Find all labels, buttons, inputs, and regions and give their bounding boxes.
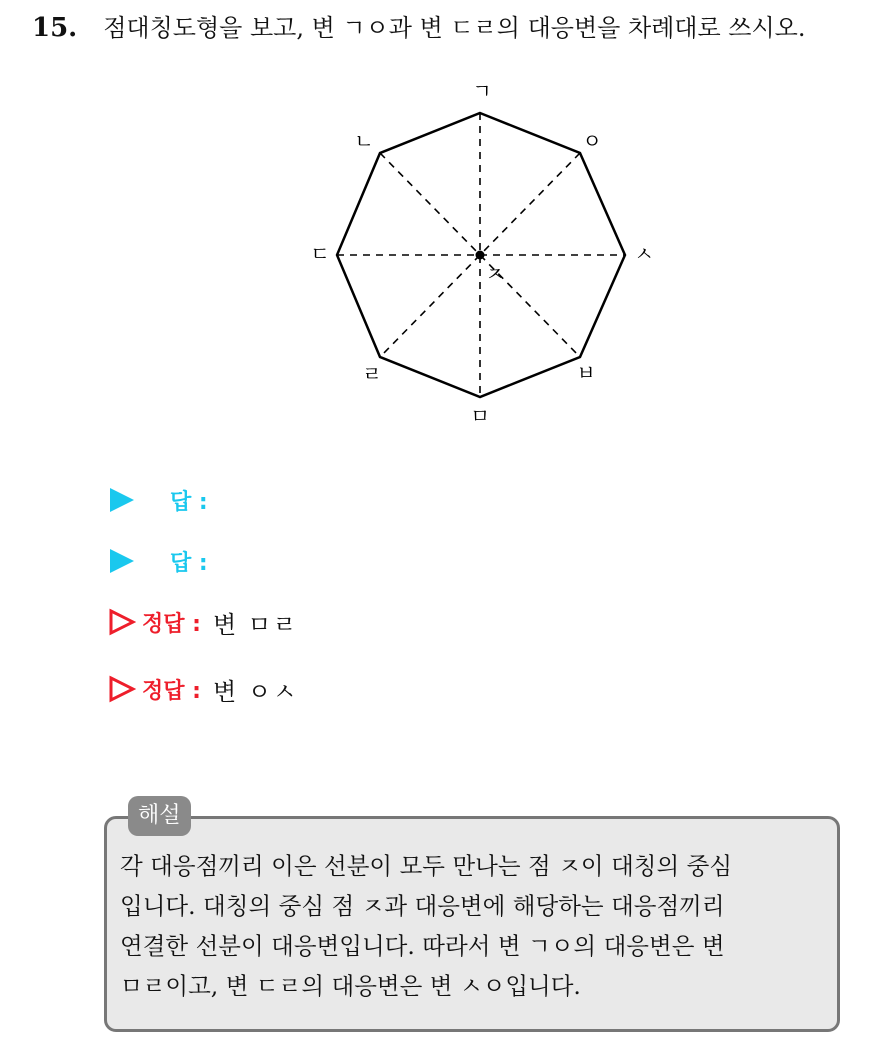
question-number: 15. [32, 13, 78, 43]
correct-answer-label: 정답 : [142, 611, 201, 637]
answer-arrow-icon [108, 547, 136, 575]
vertex-label-g: ㄱ [472, 79, 492, 103]
center-label: ㅈ [485, 262, 505, 286]
answer-label: 답 : [170, 489, 208, 515]
vertex-label-m: ㅁ [470, 404, 490, 428]
question [32, 8, 872, 48]
center-point [476, 251, 485, 260]
explanation-text [120, 846, 826, 1006]
answer-label: 답 : [170, 550, 208, 576]
answer-row-1 [108, 483, 220, 517]
octagon-diagram [290, 75, 670, 435]
explanation-line: 입니다. 대칭의 중심 점 ㅈ과 대응변에 해당하는 대응점끼리 [120, 892, 725, 920]
correct-answer-value: 변 ㅇㅅ [212, 677, 299, 706]
correct-arrow-icon [108, 675, 136, 703]
correct-answer-row-1 [108, 605, 298, 639]
question-text: 점대칭도형을 보고, 변 ㄱㅇ과 변 ㄷㄹ의 대응변을 차례대로 쓰시오. [103, 14, 806, 42]
vertex-label-n: ㄴ [354, 129, 374, 153]
correct-answer-label: 정답 : [142, 678, 201, 704]
octagon-figure [290, 75, 670, 435]
answer-row-2 [108, 544, 220, 578]
explanation-line: 각 대응점끼리 이은 선분이 모두 만나는 점 ㅈ이 대칭의 중심 [120, 852, 733, 880]
correct-answer-row-2 [108, 672, 298, 706]
vertex-label-r: ㄹ [362, 362, 382, 386]
vertex-label-s: ㅅ [634, 242, 654, 266]
correct-answer-value: 변 ㅁㄹ [212, 610, 299, 639]
correct-arrow-icon [108, 608, 136, 636]
explanation-line: 연결한 선분이 대응변입니다. 따라서 변 ㄱㅇ의 대응변은 변 [120, 932, 725, 960]
explanation-line: ㅁㄹ이고, 변 ㄷㄹ의 대응변은 변 ㅅㅇ입니다. [120, 972, 581, 1000]
vertex-label-b: ㅂ [576, 361, 596, 385]
vertex-label-o: ㅇ [582, 129, 602, 153]
explanation-tag: 해설 [128, 796, 191, 836]
answer-arrow-icon [108, 486, 136, 514]
vertex-label-d: ㄷ [310, 242, 330, 266]
